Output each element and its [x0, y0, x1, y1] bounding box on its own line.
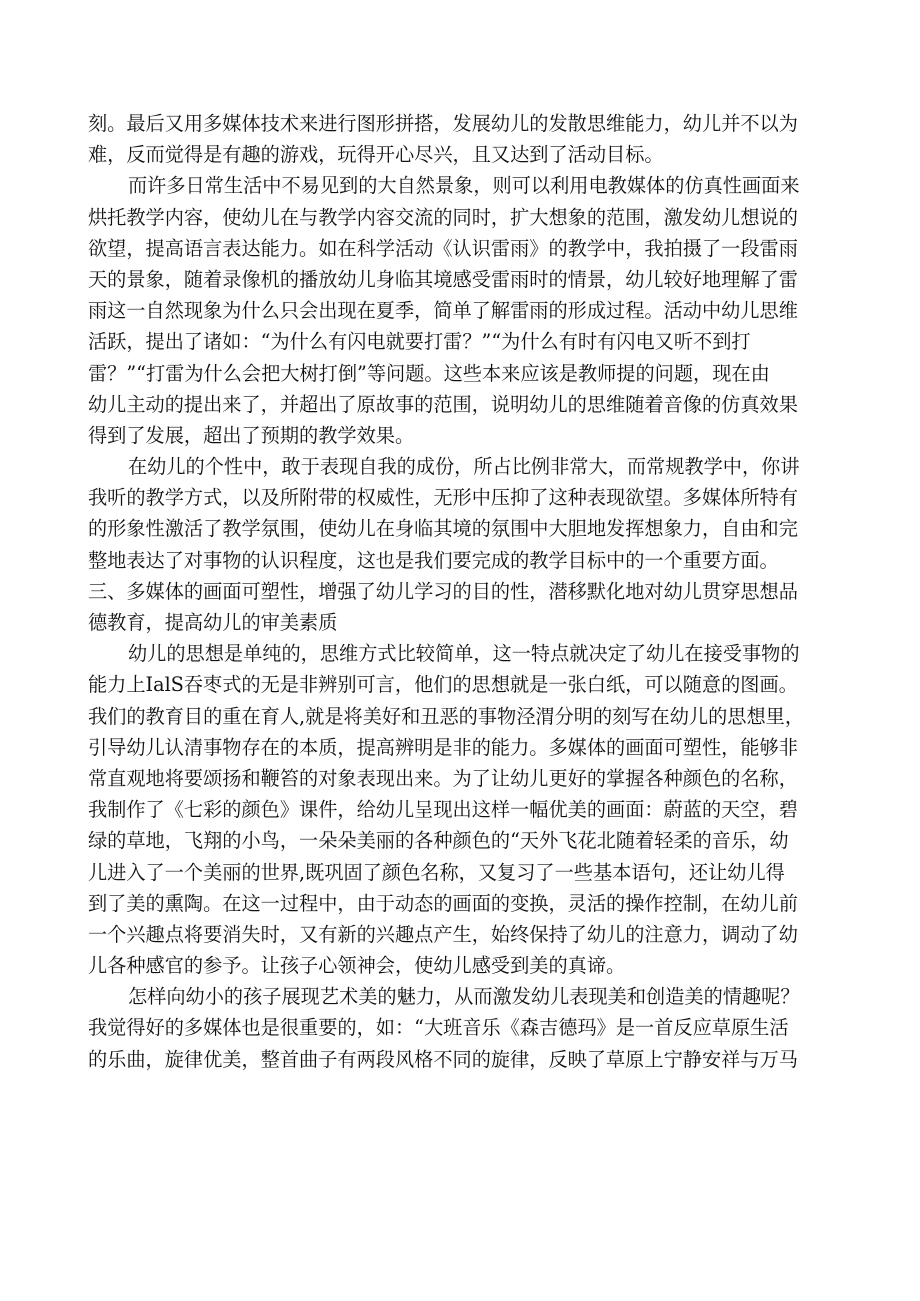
text-line: 到了美的熏陶。在这一过程中，由于动态的画面的变换，灵活的操作控制，在幼儿前	[88, 891, 798, 915]
text-line: 常直观地将要颂扬和鞭笞的对象表现出来。为了让幼儿更好的掌握各种颜色的名称，	[88, 766, 798, 790]
text-line: 雷？”“打雷为什么会把大树打倒”等问题。这些本来应该是教师提的问题，现在由	[88, 361, 770, 385]
text-line: 引导幼儿认清事物存在的本质，提高辨明是非的能力。多媒体的画面可塑性，能够非	[88, 735, 798, 759]
text-line: 绿的草地，飞翔的小鸟，一朵朵美丽的各种颜色的“天外飞花北随着轻柔的音乐，幼	[88, 829, 789, 853]
text-line: 幼儿主动的提出来了，并超出了原故事的范围，说明幼儿的思维随着音像的仿真效果	[88, 392, 798, 416]
text-line: 雨这一自然现象为什么只会出现在夏季，简单了解雷雨的形成过程。活动中幼儿思维	[88, 299, 798, 323]
text-line: 怎样向幼小的孩子展现艺术美的魅力，从而激发幼儿表现美和创造美的情趣呢？	[128, 985, 800, 1009]
text-line: 德教育，提高幼儿的审美素质	[88, 611, 338, 634]
text-line: 能力上IalS吞枣式的无是非辨别可言，他们的思想就是一张白纸，可以随意的图画。	[88, 673, 798, 697]
text-line: 烘托教学内容，使幼儿在与教学内容交流的同时，扩大想象的范围，激发幼儿想说的	[88, 205, 798, 229]
text-line: 我制作了《七彩的颜色》课件，给幼儿呈现出这样一幅优美的画面：蔚蓝的天空，碧	[88, 798, 798, 822]
text-line: 的乐曲，旋律优美，整首曲子有两段风格不同的旋律，反映了草原上宁静安祥与万马	[88, 1047, 798, 1071]
body-text	[88, 108, 840, 1075]
text-line: 的形象性激活了教学氛围，使幼儿在身临其境的氛围中大胆地发挥想象力，自由和完	[88, 517, 798, 541]
text-line: 儿进入了一个美丽的世界,既巩固了颜色名称，又复习了一些基本语句，还让幼儿得	[88, 860, 785, 884]
text-line: 刻。最后又用多媒体技术来进行图形拼搭，发展幼儿的发散思维能力，幼儿并不以为	[88, 112, 798, 135]
text-line: 幼儿的思想是单纯的，思维方式比较简单，这一特点就决定了幼儿在接受事物的	[128, 642, 800, 666]
text-line: 一个兴趣点将要消失时，又有新的兴趣点产生，始终保持了幼儿的注意力，调动了幼	[88, 922, 798, 946]
text-line: 儿各种感官的参予。让孩子心领神会，使幼儿感受到美的真谛。	[88, 954, 626, 978]
text-line: 活跃，提出了诸如：“为什么有闪电就要打雷？”“为什么有时有闪电又听不到打	[88, 330, 751, 354]
text-line: 得到了发展，超出了预期的教学效果。	[88, 423, 415, 447]
text-line: 我们的教育目的重在育人,就是将美好和丑恶的事物泾渭分明的刻写在幼儿的思想里，	[88, 704, 805, 728]
text-line: 天的景象，随着录像机的播放幼儿身临其境感受雷雨时的情景，幼儿较好地理解了雷	[88, 267, 798, 291]
text-line: 难，反而觉得是有趣的游戏，玩得开心尽兴，且又达到了活动目标。	[88, 143, 664, 167]
text-line: 三、多媒体的画面可塑性，增强了幼儿学习的目的性，潜移默化地对幼儿贯穿思想品	[88, 579, 798, 603]
text-line: 在幼儿的个性中，敢于表现自我的成份，所占比例非常大，而常规教学中，你讲	[128, 455, 800, 479]
text-line: 我听的教学方式，以及所附带的权威性，无形中压抑了这种表现欲望。多媒体所特有	[88, 486, 798, 510]
text-line: 我觉得好的多媒体也是很重要的，如：“大班音乐《森吉德玛》是一首反应草原生活	[88, 1016, 789, 1040]
text-line: 而许多日常生活中不易见到的大自然景象，则可以利用电教媒体的仿真性画面来	[128, 174, 800, 198]
text-line: 欲望，提高语言表达能力。如在科学活动《认识雷雨》的教学中，我拍摄了一段雷雨	[88, 236, 798, 260]
text-line: 整地表达了对事物的认识程度，这也是我们要完成的教学目标中的一个重要方面。	[88, 548, 779, 572]
